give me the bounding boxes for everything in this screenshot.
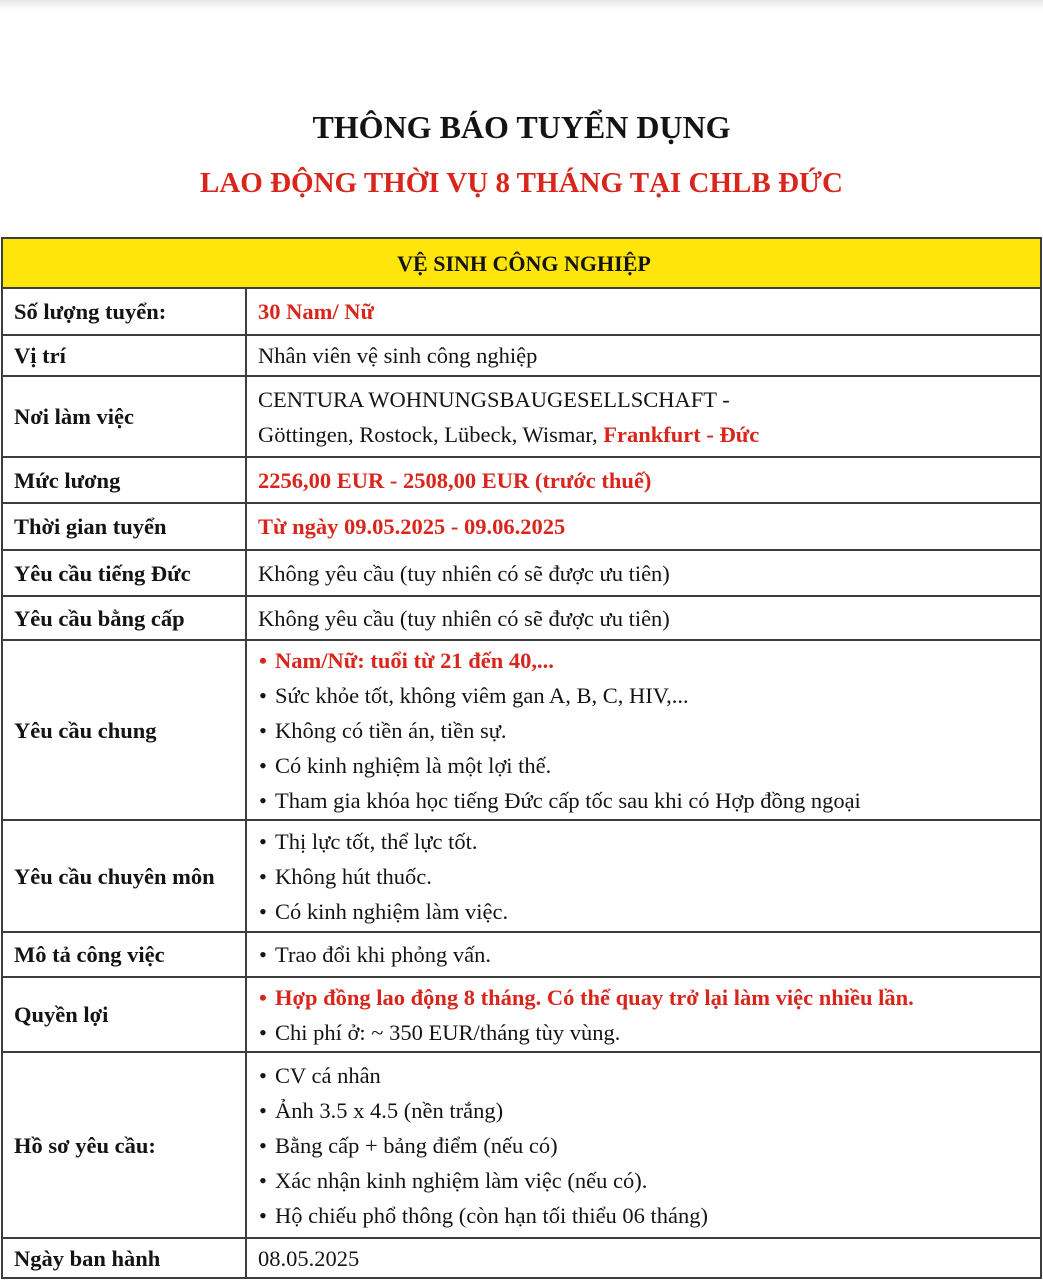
row-label: Quyền lợi xyxy=(2,977,246,1052)
row-label: Yêu cầu bằng cấp xyxy=(2,596,246,640)
row-general-requirements xyxy=(2,640,1041,820)
row-label: Mức lương xyxy=(2,457,246,503)
row-label: Yêu cầu chung xyxy=(2,640,246,820)
list-item: • Hợp đồng lao động 8 tháng. Có thể quay trở lại làm việc nhiều lần. xyxy=(258,980,1034,1015)
row-professional-requirements xyxy=(2,820,1041,932)
row-benefits xyxy=(2,977,1041,1052)
document-title: THÔNG BÁO TUYỂN DỤNG xyxy=(312,109,731,145)
general-requirements-list xyxy=(258,643,1034,818)
list-item: • Trao đổi khi phỏng vấn. xyxy=(258,937,1034,972)
required-documents-value xyxy=(246,1052,1041,1238)
list-item: • Không có tiền án, tiền sự. xyxy=(258,713,1034,748)
workplace-value xyxy=(246,376,1041,457)
benefits-value xyxy=(246,977,1041,1052)
document-subtitle: LAO ĐỘNG THỜI VỤ 8 THÁNG TẠI CHLB ĐỨC xyxy=(200,167,843,199)
job-description-value xyxy=(246,932,1041,977)
table-header: VỆ SINH CÔNG NGHIỆP xyxy=(2,238,1041,288)
recruitment-period-value: Từ ngày 09.05.2025 - 09.06.2025 xyxy=(246,503,1041,550)
list-item: • Có kinh nghiệm làm việc. xyxy=(258,894,1034,929)
professional-requirements-value xyxy=(246,820,1041,932)
workplace-highlight: Frankfurt - Đức xyxy=(603,421,760,447)
list-item: • CV cá nhân xyxy=(258,1058,1034,1093)
position-value: Nhân viên vệ sinh công nghiệp xyxy=(246,335,1041,376)
list-item: • Sức khỏe tốt, không viêm gan A, B, C, HIV,... xyxy=(258,678,1034,713)
list-item: • Ảnh 3.5 x 4.5 (nền trắng) xyxy=(258,1093,1034,1128)
row-label: Vị trí xyxy=(2,335,246,376)
list-item: • Hộ chiếu phổ thông (còn hạn tối thiểu 06 tháng) xyxy=(258,1198,1034,1233)
row-german-requirement xyxy=(2,550,1041,596)
workplace-company: CENTURA WOHNUNGSBAUGESELLSCHAFT - xyxy=(258,386,730,412)
professional-requirements-list xyxy=(258,824,1034,929)
row-label: Ngày ban hành xyxy=(2,1238,246,1278)
row-label: Hồ sơ yêu cầu: xyxy=(2,1052,246,1238)
top-shade xyxy=(0,0,1043,10)
list-item: • Có kinh nghiệm là một lợi thế. xyxy=(258,748,1034,783)
row-degree-requirement xyxy=(2,596,1041,640)
general-requirements-value xyxy=(246,640,1041,820)
list-item: • Chi phí ở: ~ 350 EUR/tháng tùy vùng. xyxy=(258,1015,1034,1050)
row-label: Thời gian tuyển xyxy=(2,503,246,550)
row-label: Nơi làm việc xyxy=(2,376,246,457)
row-position xyxy=(2,335,1041,376)
issue-date-value: 08.05.2025 xyxy=(246,1238,1041,1278)
row-issue-date xyxy=(2,1238,1041,1278)
list-item: • Tham gia khóa học tiếng Đức cấp tốc sau khi có Hợp đồng ngoại xyxy=(258,783,1034,818)
row-job-description xyxy=(2,932,1041,977)
degree-requirement-value: Không yêu cầu (tuy nhiên có sẽ được ưu tiên) xyxy=(246,596,1041,640)
salary-value: 2256,00 EUR - 2508,00 EUR (trước thuế) xyxy=(246,457,1041,503)
row-workplace xyxy=(2,376,1041,457)
list-item: • Bằng cấp + bảng điểm (nếu có) xyxy=(258,1128,1034,1163)
row-label: Yêu cầu tiếng Đức xyxy=(2,550,246,596)
list-item: • Xác nhận kinh nghiệm làm việc (nếu có). xyxy=(258,1163,1034,1198)
benefits-list xyxy=(258,980,1034,1050)
list-item: • Không hút thuốc. xyxy=(258,859,1034,894)
row-required-documents xyxy=(2,1052,1041,1238)
job-details-table xyxy=(1,237,1042,1279)
list-item: • Nam/Nữ: tuổi từ 21 đến 40,... xyxy=(258,643,1034,678)
row-salary xyxy=(2,457,1041,503)
row-recruitment-period xyxy=(2,503,1041,550)
german-requirement-value: Không yêu cầu (tuy nhiên có sẽ được ưu tiên) xyxy=(246,550,1041,596)
required-documents-list xyxy=(258,1058,1034,1233)
row-quantity xyxy=(2,288,1041,335)
job-description-list xyxy=(258,937,1034,972)
quantity-value: 30 Nam/ Nữ xyxy=(246,288,1041,335)
row-label: Mô tả công việc xyxy=(2,932,246,977)
list-item: • Thị lực tốt, thể lực tốt. xyxy=(258,824,1034,859)
workplace-locations xyxy=(258,417,1034,452)
table-header-row xyxy=(2,238,1041,288)
row-label: Yêu cầu chuyên môn xyxy=(2,820,246,932)
row-label: Số lượng tuyển: xyxy=(2,288,246,335)
workplace-cities: Göttingen, Rostock, Lübeck, Wismar, xyxy=(258,421,598,447)
